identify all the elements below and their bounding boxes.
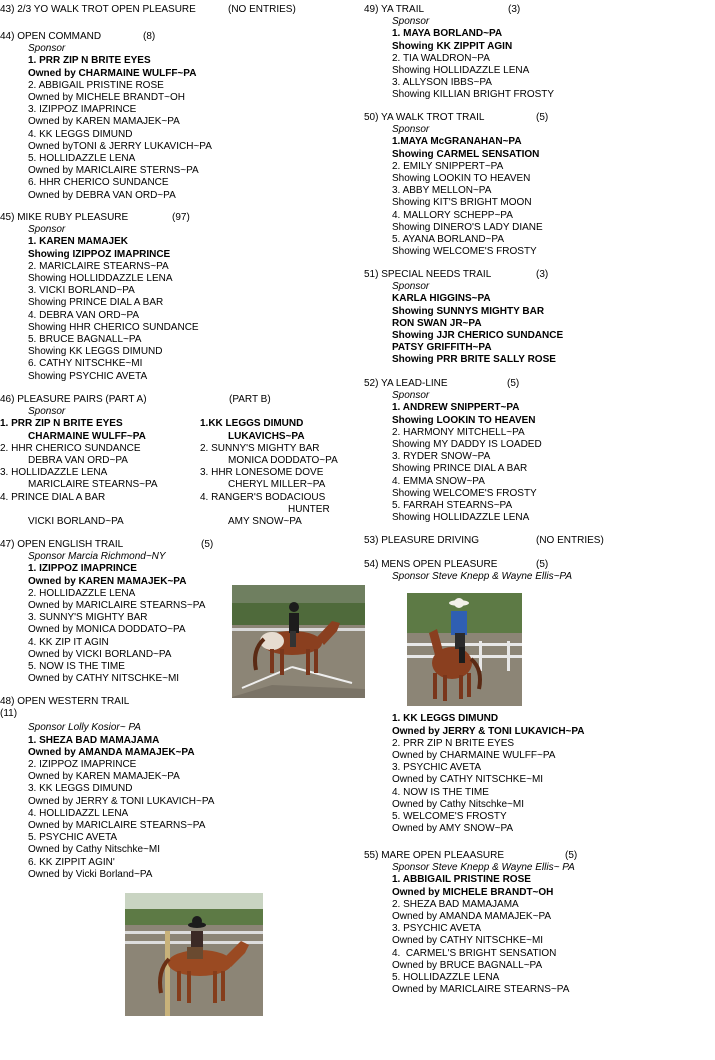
result-line: Owned by MARICLAIRE STEARNS~PA bbox=[28, 600, 206, 612]
result-line: 1. IZIPPOZ IMAPRINCE bbox=[28, 563, 137, 575]
result-line: Owned by KAREN MAMAJEK~PA bbox=[28, 575, 187, 587]
result-line: Showing WELCOME'S FROSTY bbox=[392, 487, 537, 499]
result-line: Showing WELCOME'S FROSTY bbox=[392, 246, 537, 258]
sponsor-line: Sponsor bbox=[392, 390, 430, 402]
results-list bbox=[364, 402, 714, 524]
result-line: Owned by CHARMAINE WULFF~PA bbox=[392, 750, 556, 762]
result-line: 1. PRR ZIP N BRITE EYES bbox=[28, 55, 151, 67]
result-line: AMY SNOW~PA bbox=[228, 516, 302, 528]
result-line: Owned by AMANDA MAMAJEK~PA bbox=[392, 911, 552, 923]
result-line: 1. KAREN MAMAJEK bbox=[28, 236, 129, 248]
class-46 bbox=[0, 394, 360, 528]
result-line: 2. TIA WALDRON~PA bbox=[392, 52, 490, 64]
class-title: 52) YA LEAD-LINE bbox=[364, 378, 448, 389]
class-45 bbox=[0, 212, 350, 383]
english-trail-photo bbox=[232, 585, 365, 698]
result-line: MARICLAIRE STEARNS~PA bbox=[28, 479, 158, 491]
result-line: Owned by CATHY NITSCHKE~MI bbox=[28, 673, 180, 685]
result-line: 2. IZIPPOZ IMAPRINCE bbox=[28, 759, 137, 771]
class-55 bbox=[364, 850, 714, 996]
sponsor-line: Sponsor bbox=[28, 224, 66, 236]
class-49 bbox=[364, 4, 714, 102]
pairs-part-a bbox=[0, 418, 195, 528]
sponsor-line: Sponsor Steve Knepp & Wayne Ellis~PA bbox=[392, 571, 573, 583]
class-title: 48) OPEN WESTERN TRAIL bbox=[0, 696, 130, 707]
mens-pleasure-photo bbox=[407, 593, 522, 706]
class-count: (8) bbox=[143, 31, 156, 42]
result-line: CHARMAINE WULFF~PA bbox=[28, 430, 146, 442]
result-line: 3. HOLLIDAZZLE LENA bbox=[0, 467, 108, 479]
result-line: Owned by KAREN MAMAJEK~PA bbox=[28, 116, 180, 128]
result-line: Owned by AMY SNOW~PA bbox=[392, 823, 514, 835]
sponsor-line: Sponsor Lolly Kosior~ PA bbox=[28, 722, 141, 734]
sponsor-line: Sponsor bbox=[392, 124, 430, 136]
class-count: (3) bbox=[536, 269, 549, 280]
pairs-part-b bbox=[200, 418, 360, 528]
result-line: Owned by BRUCE BAGNALL~PA bbox=[392, 959, 543, 971]
result-line: 3. IZIPPOZ IMAPRINCE bbox=[28, 104, 137, 116]
result-line: KARLA HIGGINS~PA bbox=[392, 293, 491, 305]
result-line: Showing LOOKIN TO HEAVEN bbox=[392, 173, 531, 185]
result-line: 1. ABBIGAIL PRISTINE ROSE bbox=[392, 874, 531, 886]
result-line: 3. ABBY MELLON~PA bbox=[392, 185, 492, 197]
result-line: Owned by JERRY & TONI LUKAVICH~PA bbox=[28, 795, 215, 807]
result-line: Showing PRINCE DIAL A BAR bbox=[28, 297, 164, 309]
class-title: 51) SPECIAL NEEDS TRAIL bbox=[364, 269, 492, 280]
class-51 bbox=[364, 269, 714, 367]
class-title: 54) MENS OPEN PLEASURE bbox=[364, 559, 498, 570]
results-list bbox=[0, 236, 350, 382]
class-title: 50) YA WALK TROT TRAIL bbox=[364, 112, 485, 123]
class-52 bbox=[364, 378, 714, 524]
class-count: (5) bbox=[536, 112, 549, 123]
result-line: VICKI BORLAND~PA bbox=[28, 516, 124, 528]
result-line: RON SWAN JR~PA bbox=[392, 317, 482, 329]
western-trail-photo bbox=[125, 893, 263, 1016]
result-line: 5. WELCOME'S FROSTY bbox=[392, 811, 507, 823]
class-count: (97) bbox=[172, 212, 190, 223]
result-line: 5. PSYCHIC AVETA bbox=[28, 832, 118, 844]
sponsor-line: Sponsor Marcia Richmond~NY bbox=[28, 551, 166, 563]
result-line: Showing MY DADDY IS LOADED bbox=[392, 439, 542, 451]
class-53 bbox=[364, 535, 714, 547]
result-line: 1. MAYA BORLAND~PA bbox=[392, 28, 503, 40]
result-line: DEBRA VAN ORD~PA bbox=[28, 455, 128, 467]
result-line: Owned by CATHY NITSCHKE~MI bbox=[392, 935, 544, 947]
result-line: 2. SHEZA BAD MAMAJAMA bbox=[392, 898, 519, 910]
result-line: Showing KILLIAN BRIGHT FROSTY bbox=[392, 89, 555, 101]
class-title: 47) OPEN ENGLISH TRAIL bbox=[0, 539, 124, 550]
class-count: (11) bbox=[0, 708, 18, 720]
class-title: 46) PLEASURE PAIRS (PART A) bbox=[0, 394, 147, 405]
result-line: Owned by MARICLAIRE STEARNS~PA bbox=[392, 984, 570, 996]
result-line: 3. HHR LONESOME DOVE bbox=[200, 467, 324, 479]
result-line: 6. KK ZIPPIT AGIN' bbox=[28, 856, 115, 868]
result-line: Owned by MONICA DODDATO~PA bbox=[28, 624, 186, 636]
result-line: 4. EMMA SNOW~PA bbox=[392, 475, 485, 487]
sponsor-line: Sponsor Steve Knepp & Wayne Ellis~ PA bbox=[392, 862, 575, 874]
sponsor-line: Sponsor bbox=[392, 16, 430, 28]
result-line: 4. RANGER'S BODACIOUS bbox=[200, 491, 326, 503]
result-line: 3. PSYCHIC AVETA bbox=[392, 923, 482, 935]
result-line: 4. KK LEGGS DIMUND bbox=[28, 128, 133, 140]
result-line: 2. MARICLAIRE STEARNS~PA bbox=[28, 260, 169, 272]
results-list bbox=[0, 735, 360, 881]
result-line: 5. HOLLIDAZZLE LENA bbox=[28, 153, 136, 165]
result-line: Showing PSYCHIC AVETA bbox=[28, 370, 148, 382]
result-line: 2. HOLLIDAZZLE LENA bbox=[28, 587, 136, 599]
class-title: 45) MIKE RUBY PLEASURE bbox=[0, 212, 129, 223]
result-line: 5. HOLLIDAZZLE LENA bbox=[392, 972, 500, 984]
result-line: 4. NOW IS THE TIME bbox=[392, 786, 489, 798]
result-line: 1.MAYA McGRANAHAN~PA bbox=[392, 136, 522, 148]
class-50 bbox=[364, 112, 714, 258]
result-line: 1. ANDREW SNIPPERT~PA bbox=[392, 402, 520, 414]
result-line bbox=[0, 504, 195, 516]
result-line: 4. DEBRA VAN ORD~PA bbox=[28, 309, 140, 321]
result-line: Showing HOLLIDDAZZLE LENA bbox=[28, 273, 173, 285]
class-title: 43) 2/3 YO WALK TROT OPEN PLEASURE bbox=[0, 4, 196, 15]
result-line: 1. PRR ZIP N BRITE EYES bbox=[0, 418, 123, 430]
result-line: 1.KK LEGGS DIMUND bbox=[200, 418, 304, 430]
result-line: Owned by Cathy Nitschke~MI bbox=[392, 798, 524, 810]
result-line: 1. SHEZA BAD MAMAJAMA bbox=[28, 734, 160, 746]
result-line: 3. ALLYSON IBBS~PA bbox=[392, 77, 492, 89]
result-line: Owned by MICHELE BRANDT~OH bbox=[28, 92, 185, 104]
result-line: 6. CATHY NITSCHKE~MI bbox=[28, 358, 143, 370]
results-list bbox=[364, 713, 714, 835]
results-list bbox=[0, 55, 350, 201]
result-line: 5. BRUCE BAGNALL~PA bbox=[28, 334, 142, 346]
result-line: Owned by JERRY & TONI LUKAVICH~PA bbox=[392, 725, 585, 737]
result-line: 4. PRINCE DIAL A BAR bbox=[0, 491, 106, 503]
result-line: 3. KK LEGGS DIMUND bbox=[28, 783, 133, 795]
result-line: 4. HOLLIDAZZL LENA bbox=[28, 807, 129, 819]
result-line: 3. RYDER SNOW~PA bbox=[392, 451, 491, 463]
result-line: Owned by Cathy Nitschke~MI bbox=[28, 844, 160, 856]
result-line: 4. KK ZIP IT AGIN bbox=[28, 636, 109, 648]
result-line: 4. MALLORY SCHEPP~PA bbox=[392, 209, 513, 221]
class-title: 53) PLEASURE DRIVING bbox=[364, 535, 480, 546]
result-line: HUNTER bbox=[288, 503, 330, 515]
class-title: 55) MARE OPEN PLEAASURE bbox=[364, 850, 505, 861]
class-48 bbox=[0, 696, 360, 881]
result-line: Showing CARMEL SENSATION bbox=[392, 148, 540, 160]
class-count: (5) bbox=[536, 559, 549, 570]
result-line: Owned by VICKI BORLAND~PA bbox=[28, 648, 172, 660]
result-line: Owned by MARICLAIRE STERNS~PA bbox=[28, 165, 199, 177]
result-line: Showing KK LEGGS DIMUND bbox=[28, 346, 163, 358]
result-line: Showing HOLLIDAZZLE LENA bbox=[392, 512, 530, 524]
result-line: 2. SUNNY'S MIGHTY BAR bbox=[200, 442, 320, 454]
result-line: 2. EMILY SNIPPERT~PA bbox=[392, 160, 504, 172]
result-line: 1. KK LEGGS DIMUND bbox=[392, 713, 499, 725]
result-line: Owned byTONI & JERRY LUKAVICH~PA bbox=[28, 140, 212, 152]
results-list bbox=[364, 293, 714, 366]
result-line: 4. CARMEL'S BRIGHT SENSATION bbox=[392, 947, 557, 959]
class-count: (5) bbox=[201, 539, 214, 550]
class-title: 49) YA TRAIL bbox=[364, 4, 425, 15]
result-line: Showing SUNNYS MIGHTY BAR bbox=[392, 305, 545, 317]
result-line: LUKAVICHS~PA bbox=[228, 430, 305, 442]
result-line: Showing PRR BRITE SALLY ROSE bbox=[392, 354, 556, 366]
result-line: Showing PRINCE DIAL A BAR bbox=[392, 463, 528, 475]
result-line: 3. PSYCHIC AVETA bbox=[392, 762, 482, 774]
result-line: MONICA DODDATO~PA bbox=[228, 455, 338, 467]
result-line: 5. AYANA BORLAND~PA bbox=[392, 234, 504, 246]
result-line: Owned by CATHY NITSCHKE~MI bbox=[392, 774, 544, 786]
class-count: (5) bbox=[565, 850, 578, 861]
result-line: Owned by MICHELE BRANDT~OH bbox=[392, 886, 554, 898]
result-line: 2. ABBIGAIL PRISTINE ROSE bbox=[28, 79, 164, 91]
result-line: PATSY GRIFFITH~PA bbox=[392, 342, 492, 354]
result-line: 5. NOW IS THE TIME bbox=[28, 661, 125, 673]
result-line: 3. SUNNY'S MIGHTY BAR bbox=[28, 612, 148, 624]
result-line: Showing JJR CHERICO SUNDANCE bbox=[392, 330, 564, 342]
part-b-label: (PART B) bbox=[229, 394, 271, 405]
class-count: (NO ENTRIES) bbox=[228, 4, 296, 15]
class-count: (3) bbox=[508, 4, 521, 15]
result-line: Showing HOLLIDAZZLE LENA bbox=[392, 65, 530, 77]
result-line: 2. HHR CHERICO SUNDANCE bbox=[0, 442, 141, 454]
class-44 bbox=[0, 31, 350, 202]
class-count: (NO ENTRIES) bbox=[536, 535, 604, 546]
result-line: CHERYL MILLER~PA bbox=[228, 479, 326, 491]
sponsor-line: Sponsor bbox=[28, 43, 66, 55]
sponsor-line: Sponsor bbox=[392, 281, 430, 293]
result-line: Owned by DEBRA VAN ORD~PA bbox=[28, 189, 176, 201]
result-line: 6. HHR CHERICO SUNDANCE bbox=[28, 177, 169, 189]
result-line: Owned by MARICLAIRE STEARNS~PA bbox=[28, 820, 206, 832]
sponsor-line: Sponsor bbox=[28, 406, 66, 418]
result-line: 5. FARRAH STEARNS~PA bbox=[392, 500, 513, 512]
result-line: Showing DINERO'S LADY DIANE bbox=[392, 221, 543, 233]
class-43 bbox=[0, 4, 296, 16]
result-line: 3. VICKI BORLAND~PA bbox=[28, 285, 135, 297]
results-list bbox=[364, 28, 714, 101]
result-line: Showing LOOKIN TO HEAVEN bbox=[392, 414, 536, 426]
results-list bbox=[364, 874, 714, 996]
result-line: Showing HHR CHERICO SUNDANCE bbox=[28, 321, 199, 333]
result-line: Showing IZIPPOZ IMAPRINCE bbox=[28, 248, 171, 260]
class-count: (5) bbox=[507, 378, 520, 389]
result-line: 2. PRR ZIP N BRITE EYES bbox=[392, 737, 515, 749]
result-line: Showing KIT'S BRIGHT MOON bbox=[392, 197, 532, 209]
result-line: Owned by AMANDA MAMAJEK~PA bbox=[28, 746, 195, 758]
result-line: Owned by KAREN MAMAJEK~PA bbox=[28, 771, 180, 783]
result-line: 2. HARMONY MITCHELL~PA bbox=[392, 426, 525, 438]
result-line: Showing KK ZIPPIT AGIN bbox=[392, 40, 513, 52]
results-list bbox=[364, 136, 714, 258]
result-line: Owned by CHARMAINE WULFF~PA bbox=[28, 67, 197, 79]
result-line: Owned by Vicki Borland~PA bbox=[28, 868, 153, 880]
class-title: 44) OPEN COMMAND bbox=[0, 31, 102, 42]
